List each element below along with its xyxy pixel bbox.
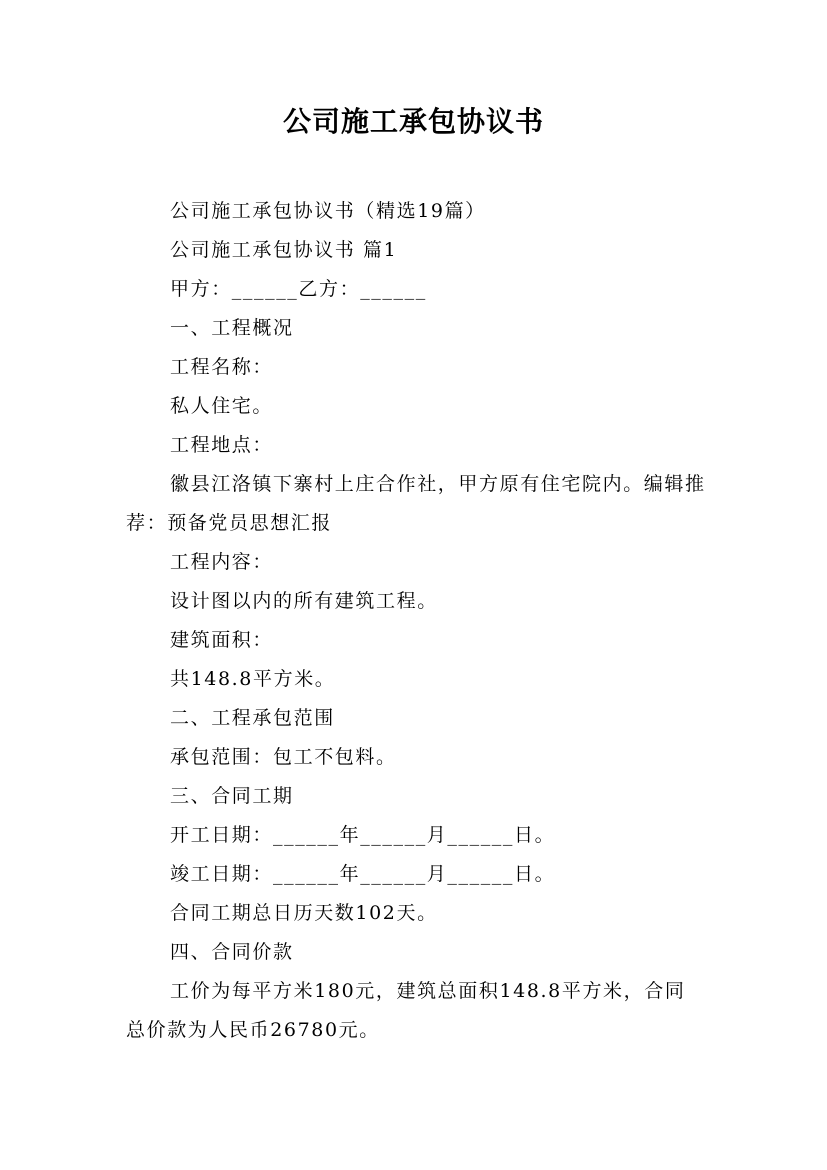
paragraph-total-days: 合同工期总日历天数102天。: [170, 902, 438, 924]
paragraph-scope-value: 承包范围：包工不包料。: [170, 746, 397, 768]
paragraph-project-content-value: 设计图以内的所有建筑工程。: [170, 590, 438, 612]
paragraph-subtitle: 公司施工承包协议书（精选19篇）: [170, 200, 486, 222]
paragraph-project-location-label: 工程地点：: [170, 434, 274, 456]
paragraph-building-area-value: 共148.8平方米。: [170, 668, 336, 690]
paragraph-parties: 甲方：______乙方：______: [170, 278, 427, 300]
paragraph-start-date: 开工日期：______年______月______日。: [170, 824, 556, 846]
paragraph-section-heading: 公司施工承包协议书 篇1: [170, 239, 398, 261]
paragraph-building-area-label: 建筑面积：: [170, 629, 274, 651]
paragraph-heading-contract-period: 三、合同工期: [170, 785, 294, 807]
paragraph-completion-date: 竣工日期：______年______月______日。: [170, 863, 556, 885]
document-body: [126, 192, 706, 1050]
paragraph-project-location-value: 徽县江洛镇下寨村上庄合作社，甲方原有住宅院内。编辑推荐：预备党员思想汇报: [126, 473, 706, 534]
paragraph-project-name-value: 私人住宅。: [170, 395, 274, 417]
paragraph-heading-scope: 二、工程承包范围: [170, 707, 335, 729]
paragraph-heading-contract-price: 四、合同价款: [170, 941, 294, 963]
paragraph-project-content-label: 工程内容：: [170, 551, 274, 573]
document-title: 公司施工承包协议书: [282, 105, 544, 138]
paragraph-heading-project-overview: 一、工程概况: [170, 317, 294, 339]
paragraph-contract-price-value: 工价为每平方米180元，建筑总面积148.8平方米，合同总价款为人民币26780元。: [126, 980, 686, 1041]
paragraph-project-name-label: 工程名称：: [170, 356, 274, 378]
